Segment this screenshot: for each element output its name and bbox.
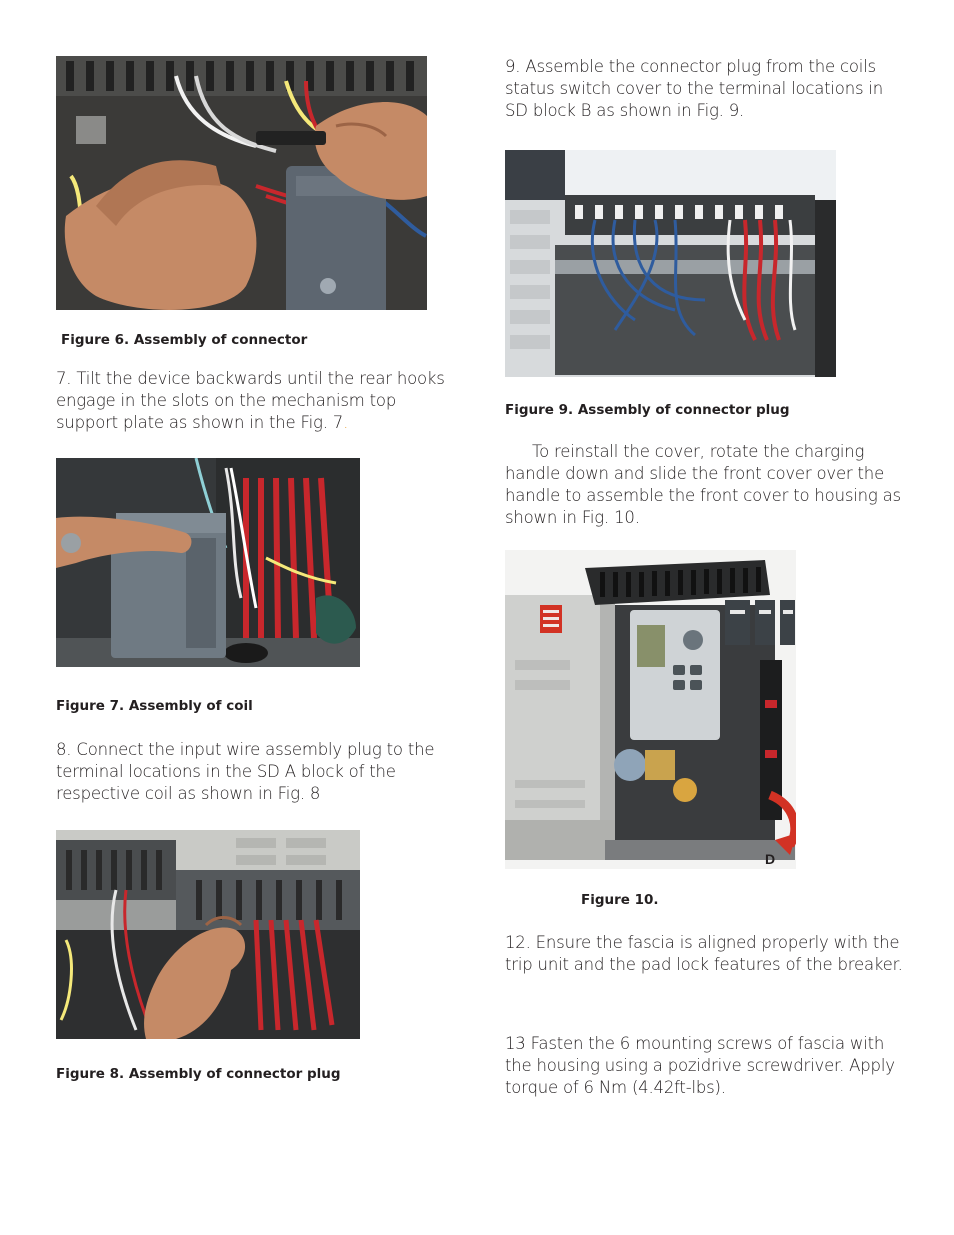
- step-8-line: terminal locations in the SD A block of the: [56, 762, 396, 781]
- step-13-line: the housing using a pozidrive screwdriver. Apply: [505, 1056, 895, 1075]
- reinstall-line: To reinstall the cover, rotate the charging: [532, 442, 865, 461]
- step-12-line: 12. Ensure the fascia is aligned properly with the: [505, 933, 900, 952]
- reinstall-line: shown in Fig. 10.: [505, 508, 640, 527]
- figure-10-caption: Figure 10.: [581, 892, 659, 908]
- step-9-text: [505, 56, 883, 122]
- step-9-line: SD block B as shown in Fig. 9.: [505, 101, 745, 120]
- reinstall-line: handle to assemble the front cover to housing as: [505, 486, 901, 505]
- step-8-line: respective coil as shown in Fig. 8: [56, 784, 321, 803]
- step-13-line: 13 Fasten the 6 mounting screws of fascia with: [505, 1034, 885, 1053]
- reinstall-line: handle down and slide the front cover over the: [505, 464, 885, 483]
- figure-8-caption: Figure 8. Assembly of connector plug: [56, 1066, 341, 1082]
- step-7-line: 7. Tilt the device backwards until the rear hooks: [56, 369, 445, 388]
- figure-6-caption: Figure 6. Assembly of connector: [61, 332, 308, 348]
- figure-6-photo: [56, 56, 427, 310]
- figure-10-marker: D: [765, 851, 776, 867]
- step-13-line: torque of 6 Nm (4.42ft-lbs).: [505, 1078, 726, 1097]
- step-7-line-text: support plate as shown in the Fig. 7: [56, 413, 344, 432]
- step-13-text: [505, 1033, 895, 1099]
- figure-7-photo: [56, 458, 360, 667]
- step-7-text: [56, 368, 445, 434]
- step-12-text: [505, 932, 903, 976]
- step-8-text: [56, 739, 434, 805]
- step-7-line: [56, 412, 445, 434]
- step-8-line: 8. Connect the input wire assembly plug to the: [56, 740, 435, 759]
- figure-10-photo: [505, 550, 796, 869]
- figure-8-photo: [56, 830, 360, 1039]
- step-12-line: trip unit and the pad lock features of the breaker.: [505, 955, 903, 974]
- step-7-line: engage in the slots on the mechanism top: [56, 391, 397, 410]
- step-9-line: status switch cover to the terminal locations in: [505, 79, 884, 98]
- step-7-period: .: [343, 413, 349, 432]
- figure-7-caption: Figure 7. Assembly of coil: [56, 698, 253, 714]
- figure-9-caption: Figure 9. Assembly of connector plug: [505, 402, 790, 418]
- figure-9-photo: [505, 150, 836, 377]
- reinstall-text: [505, 441, 901, 529]
- step-9-line: 9. Assemble the connector plug from the coils: [505, 57, 876, 76]
